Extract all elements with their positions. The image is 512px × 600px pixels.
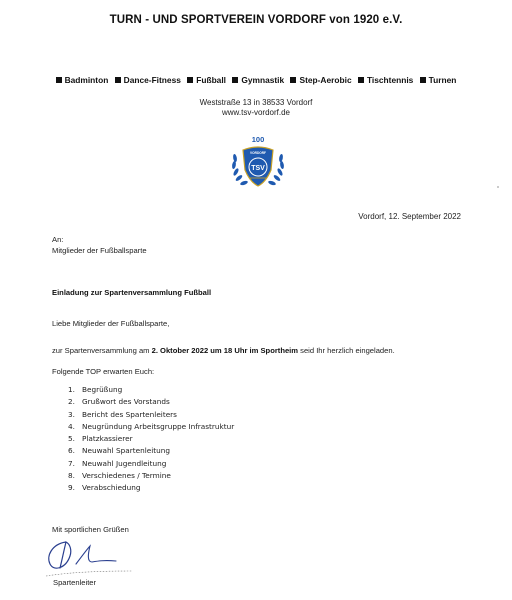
agenda-item bbox=[68, 470, 234, 482]
sport-label: Tischtennis bbox=[366, 75, 414, 85]
agenda-item bbox=[68, 482, 234, 494]
greeting: Liebe Mitglieder der Fußballsparte, bbox=[52, 319, 170, 328]
agenda-number: 1. bbox=[68, 385, 75, 394]
logo-number: 100 bbox=[251, 135, 265, 144]
square-bullet-icon bbox=[420, 77, 426, 83]
square-bullet-icon bbox=[358, 77, 364, 83]
agenda-text: Neugründung Arbeitsgruppe Infrastruktur bbox=[82, 421, 235, 431]
agenda-text: Platzkassierer bbox=[82, 434, 133, 444]
agenda-text: Grußwort des Vorstands bbox=[82, 397, 170, 407]
sport-item bbox=[290, 75, 351, 85]
agenda-text: Verschiedenes / Termine bbox=[82, 471, 171, 481]
sport-label: Gymnastik bbox=[241, 75, 285, 85]
agenda-number: 9. bbox=[68, 483, 75, 493]
sport-label: Badminton bbox=[64, 75, 109, 85]
sport-item bbox=[358, 75, 413, 85]
square-bullet-icon bbox=[290, 77, 296, 83]
agenda-number: 3. bbox=[68, 409, 75, 419]
handwritten-signature bbox=[32, 534, 162, 582]
sport-label: Dance-Fitness bbox=[123, 75, 181, 85]
club-website: www.tsv-vordorf.de bbox=[221, 108, 291, 117]
sport-item bbox=[115, 75, 181, 85]
club-name: TURN - UND SPORTVEREIN VORDORF von 1920 e.V. bbox=[109, 14, 403, 26]
sport-item bbox=[232, 75, 284, 85]
square-bullet-icon bbox=[56, 77, 62, 83]
logo-letters: TSV bbox=[251, 165, 265, 172]
agenda-item bbox=[68, 445, 234, 457]
agenda-item bbox=[68, 396, 234, 408]
agenda-list bbox=[68, 384, 234, 495]
scan-speck bbox=[497, 186, 499, 188]
sport-label: Step-Aerobic bbox=[299, 75, 352, 85]
agenda-number: 5. bbox=[68, 434, 75, 444]
agenda-item bbox=[68, 409, 234, 421]
recipient: Mitglieder der Fußballsparte bbox=[52, 246, 147, 255]
club-address: Weststraße 13 in 38533 Vordorf bbox=[199, 98, 313, 107]
square-bullet-icon bbox=[187, 77, 193, 83]
agenda-number: 8. bbox=[68, 471, 75, 481]
sport-label: Fußball bbox=[196, 75, 226, 85]
logo-top-text: VORDORF bbox=[250, 151, 266, 155]
agenda-text: Bericht des Spartenleiters bbox=[82, 409, 177, 419]
recipient-label: An: bbox=[52, 235, 64, 244]
signer-role: Spartenleiter bbox=[53, 578, 97, 587]
sport-item bbox=[420, 75, 457, 85]
invitation-date-place: 2. Oktober 2022 um 18 Uhr im Sportheim bbox=[151, 346, 299, 355]
invitation-pre: zur Spartenversammlung am bbox=[52, 346, 152, 355]
club-logo bbox=[228, 134, 288, 192]
agenda-number: 2. bbox=[68, 397, 75, 407]
agenda-number: 7. bbox=[68, 458, 75, 468]
agenda-intro: Folgende TOP erwarten Euch: bbox=[52, 367, 155, 376]
closing: Mit sportlichen Grüßen bbox=[52, 525, 129, 534]
agenda-number: 6. bbox=[68, 446, 75, 456]
square-bullet-icon bbox=[232, 77, 238, 83]
agenda-number: 4. bbox=[68, 421, 75, 431]
agenda-text: Neuwahl Jugendleitung bbox=[82, 458, 167, 468]
agenda-item bbox=[68, 421, 234, 433]
agenda-text: Verabschiedung bbox=[82, 483, 141, 493]
sport-label: Turnen bbox=[428, 75, 457, 85]
letter-subject: Einladung zur Spartenversammlung Fußball bbox=[52, 288, 212, 297]
agenda-item bbox=[68, 458, 234, 470]
square-bullet-icon bbox=[115, 77, 121, 83]
agenda-text: Neuwahl Spartenleitung bbox=[82, 446, 170, 456]
sport-item bbox=[187, 75, 226, 85]
agenda-item bbox=[68, 384, 234, 396]
agenda-item bbox=[68, 433, 234, 445]
sport-item bbox=[56, 75, 109, 85]
sports-list bbox=[0, 75, 512, 85]
invitation-text bbox=[52, 346, 395, 355]
agenda-text: Begrüßung bbox=[82, 385, 123, 394]
letter-date: Vordorf, 12. September 2022 bbox=[358, 212, 461, 221]
invitation-post: seid Ihr herzlich eingeladen. bbox=[298, 346, 395, 355]
